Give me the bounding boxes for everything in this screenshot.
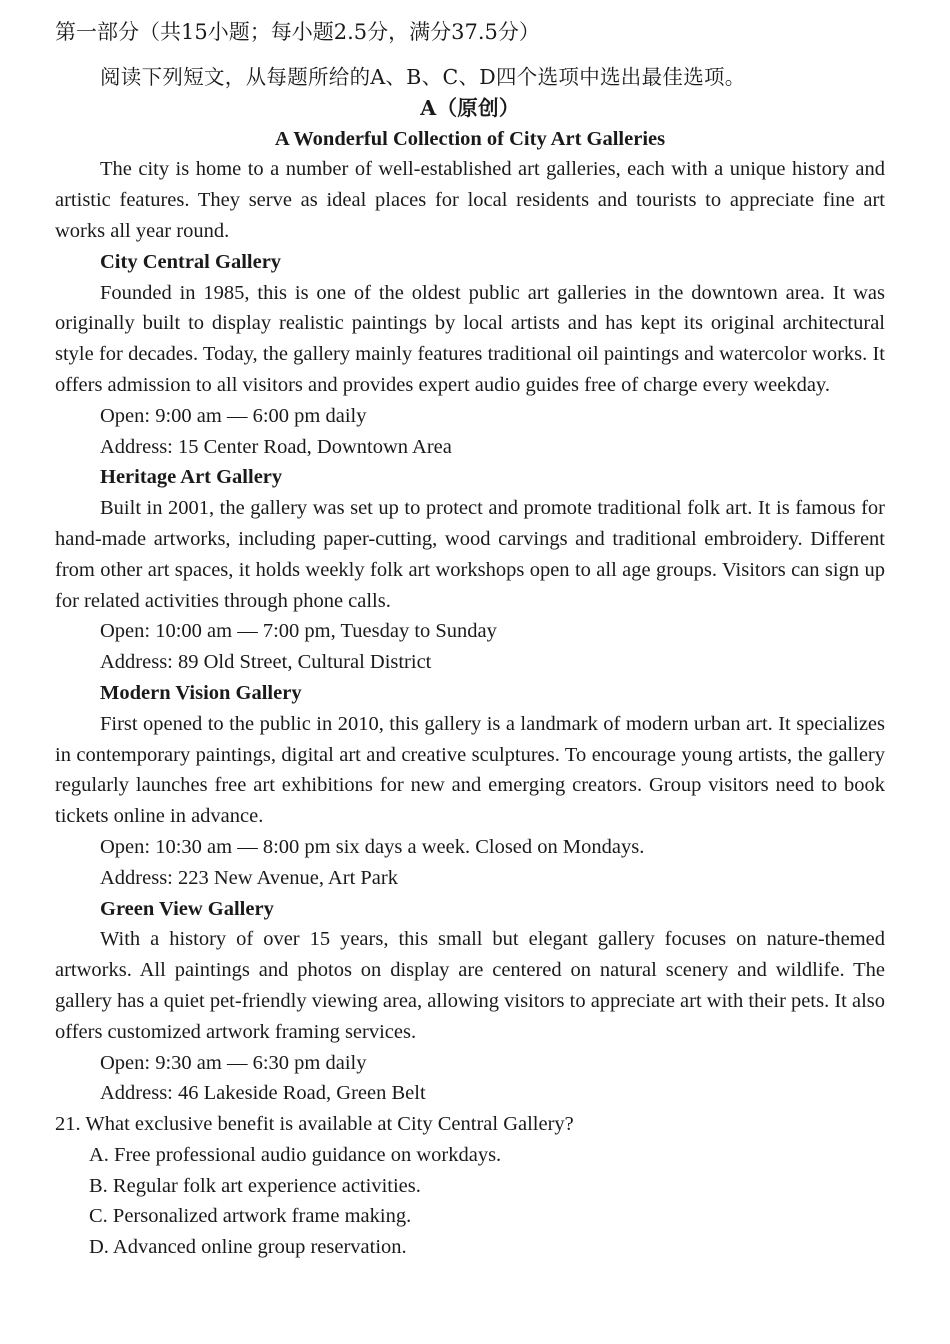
gallery-description: Founded in 1985, this is one of the oldest public art galleries in the downtown area. It was originally built to display realistic paintings by local artists and has kept its original architectural style for decades. Today, the gallery mainly features traditional oil paintings and watercolor works. It offers admission to all visitors and provides expert audio guides free of charge every weekday.: [55, 281, 885, 396]
gallery-entry: [55, 247, 885, 463]
cropped-section-header-text: 第一部分（共15小题；每小题2.5分，满分37.5分）: [55, 20, 540, 44]
gallery-description: First opened to the public in 2010, this gallery is a landmark of modern urban art. It specializes in contemporary paintings, digital art and creative sculptures. To encourage young artists, the gallery regularly launches free art exhibitions for new and emerging creators. Group visitors need to book tickets online in advance.: [55, 712, 885, 828]
section-label: A（原创）: [420, 95, 520, 120]
answer-option-b: B. Regular folk art experience activities.: [89, 1174, 421, 1197]
gallery-entry: [55, 462, 885, 678]
gallery-name: Green View Gallery: [100, 897, 274, 920]
intro-paragraph: The city is home to a number of well-established art galleries, each with a unique history and artistic features. They serve as ideal places for local residents and tourists to appreciate fine art works all year round.: [55, 158, 885, 242]
gallery-description: Built in 2001, the gallery was set up to protect and promote traditional folk art. It is famous for hand-made artworks, including paper-cutting, wood carvings and traditional embroidery. Different from other art spaces, it holds weekly folk art workshops open to all age groups. Visitors can sign up for related activities through phone calls.: [55, 497, 885, 612]
gallery-name: Heritage Art Gallery: [100, 466, 283, 489]
gallery-entry: [55, 678, 885, 894]
question-block: [55, 1109, 885, 1263]
gallery-name: Modern Vision Gallery: [100, 681, 302, 704]
question-text: 21. What exclusive benefit is available at City Central Gallery?: [55, 1113, 574, 1136]
gallery-entry: [55, 894, 885, 1110]
gallery-description: With a history of over 15 years, this small but elegant gallery focuses on nature-themed artworks. All paintings and photos on display are centered on natural scenery and wildlife. The gallery has a quiet pet-friendly viewing area, allowing visitors to appreciate art with their pets. It also offers customized artwork framing services.: [55, 928, 885, 1043]
gallery-address: Address: 15 Center Road, Downtown Area: [100, 435, 452, 458]
gallery-address: Address: 46 Lakeside Road, Green Belt: [100, 1082, 426, 1105]
passage-title: A Wonderful Collection of City Art Galleries: [274, 127, 666, 150]
gallery-address: Address: 223 New Avenue, Art Park: [100, 866, 398, 889]
answer-option-c: C. Personalized artwork frame making.: [89, 1205, 412, 1228]
gallery-open-hours: Open: 10:00 am — 7:00 pm, Tuesday to Sunday: [100, 620, 497, 643]
cropped-section-header: [55, 20, 615, 48]
gallery-name: City Central Gallery: [100, 250, 282, 273]
gallery-open-hours: Open: 9:30 am — 6:30 pm daily: [100, 1051, 367, 1074]
gallery-open-hours: Open: 10:30 am — 8:00 pm six days a week. Closed on Mondays.: [100, 835, 645, 858]
gallery-address: Address: 89 Old Street, Cultural District: [100, 651, 432, 674]
gallery-open-hours: Open: 9:00 am — 6:00 pm daily: [100, 404, 367, 427]
passage: [55, 62, 885, 1263]
answer-option-a: A. Free professional audio guidance on workdays.: [89, 1143, 502, 1166]
instruction: 阅读下列短文，从每题所给的A、B、C、D四个选项中选出最佳选项。: [100, 65, 746, 89]
answer-option-d: D. Advanced online group reservation.: [89, 1236, 407, 1259]
